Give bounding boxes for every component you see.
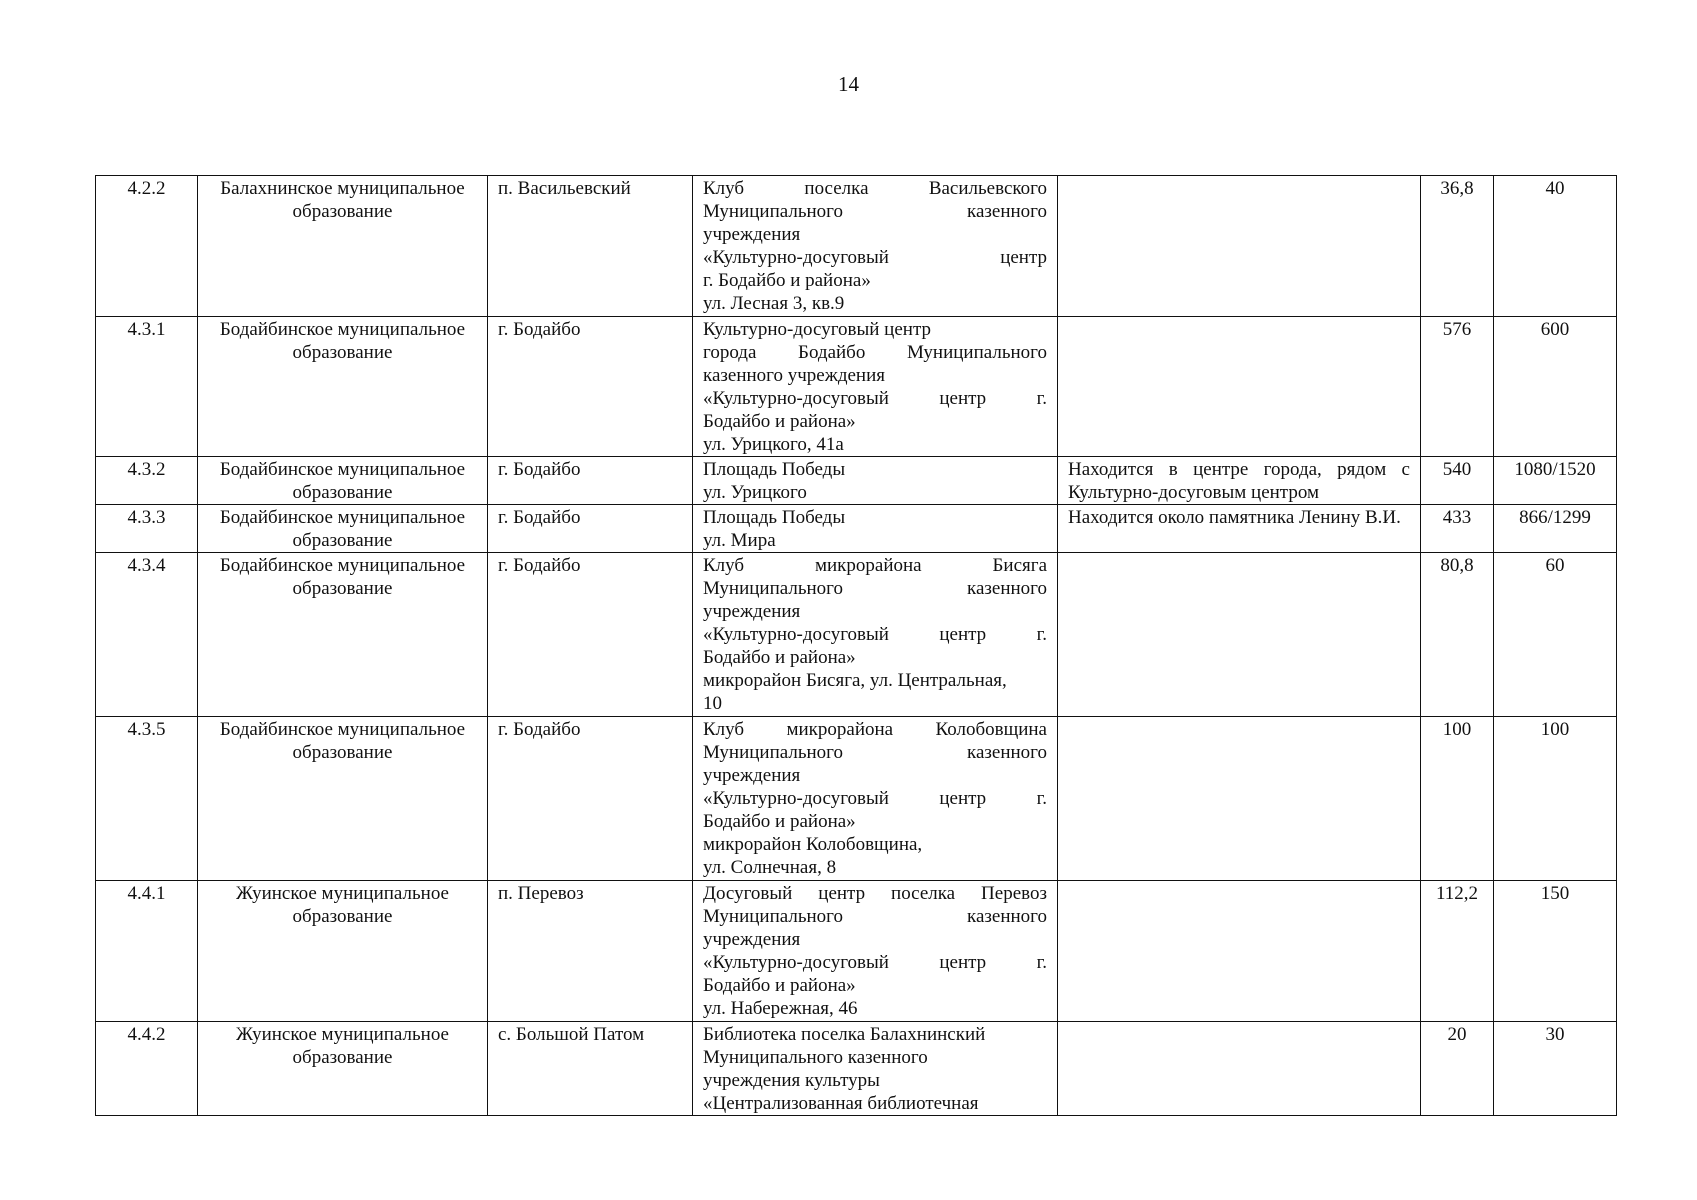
settlement-cell: г. Бодайбо [488, 717, 693, 881]
description-line: «Централизованная библиотечная [703, 1093, 979, 1114]
area-cell: 433 [1421, 505, 1494, 553]
settlement-cell: г. Бодайбо [488, 457, 693, 505]
venues-table [95, 175, 1617, 1116]
row-number-cell: 4.3.2 [96, 457, 198, 505]
description-line: Библиотека поселка Балахнинский [703, 1024, 986, 1045]
description-line: ул. Лесная 3, кв.9 [703, 293, 845, 314]
municipality-cell: Бодайбинское муниципальное образование [198, 553, 488, 717]
row-number-cell: 4.2.2 [96, 176, 198, 317]
row-number-cell: 4.3.5 [96, 717, 198, 881]
description-line: «Культурно-досуговый центр г. [703, 952, 1047, 973]
venue-description-cell [693, 176, 1058, 317]
location-note-cell [1058, 717, 1421, 881]
capacity-cell: 150 [1494, 881, 1617, 1022]
description-line: г. Бодайбо и района» [703, 270, 871, 291]
description-line: Муниципального казенного [703, 578, 1047, 599]
location-note-cell [1058, 553, 1421, 717]
municipality-cell: Бодайбинское муниципальное образование [198, 717, 488, 881]
description-line: города Бодайбо Муниципального [703, 342, 1047, 363]
venue-description-cell [693, 457, 1058, 505]
description-line: учреждения культуры [703, 1070, 880, 1091]
area-cell: 576 [1421, 317, 1494, 457]
capacity-cell: 30 [1494, 1022, 1617, 1116]
table-row [96, 176, 1617, 317]
table-row [96, 881, 1617, 1022]
settlement-cell: г. Бодайбо [488, 317, 693, 457]
description-line: Бодайбо и района» [703, 411, 856, 432]
description-line: Клуб поселка Васильевского [703, 178, 1047, 199]
description-line: микрорайон Бисяга, ул. Центральная, [703, 670, 1007, 691]
row-number-cell: 4.3.1 [96, 317, 198, 457]
capacity-cell: 866/1299 [1494, 505, 1617, 553]
description-line: ул. Урицкого [703, 482, 807, 503]
description-line: Бодайбо и района» [703, 647, 856, 668]
venue-description-cell [693, 881, 1058, 1022]
settlement-cell: п. Васильевский [488, 176, 693, 317]
area-cell: 80,8 [1421, 553, 1494, 717]
venue-description-cell [693, 317, 1058, 457]
capacity-cell: 1080/1520 [1494, 457, 1617, 505]
capacity-cell: 100 [1494, 717, 1617, 881]
venue-description-cell [693, 505, 1058, 553]
row-number-cell: 4.3.4 [96, 553, 198, 717]
description-line: Бодайбо и района» [703, 811, 856, 832]
row-number-cell: 4.4.1 [96, 881, 198, 1022]
description-line: Клуб микрорайона Бисяга [703, 555, 1047, 576]
table-row [96, 1022, 1617, 1116]
table-row [96, 317, 1617, 457]
municipality-cell: Бодайбинское муниципальное образование [198, 457, 488, 505]
table-row [96, 505, 1617, 553]
capacity-cell: 40 [1494, 176, 1617, 317]
area-cell: 20 [1421, 1022, 1494, 1116]
description-line: «Культурно-досуговый центр г. [703, 624, 1047, 645]
area-cell: 36,8 [1421, 176, 1494, 317]
description-line: ул. Урицкого, 41а [703, 434, 844, 455]
venue-description-cell [693, 553, 1058, 717]
municipality-cell: Бодайбинское муниципальное образование [198, 505, 488, 553]
location-note-cell [1058, 881, 1421, 1022]
description-line: 10 [703, 693, 722, 714]
table-row [96, 553, 1617, 717]
description-line: Площадь Победы [703, 507, 846, 528]
capacity-cell: 600 [1494, 317, 1617, 457]
location-note-cell: Находится в центре города, рядом с Культурно-досуговым центром [1058, 457, 1421, 505]
area-cell: 100 [1421, 717, 1494, 881]
area-cell: 112,2 [1421, 881, 1494, 1022]
description-line: ул. Мира [703, 530, 776, 551]
municipality-cell: Жуинское муниципальное образование [198, 1022, 488, 1116]
description-line: микрорайон Колобовщина, [703, 834, 923, 855]
area-cell: 540 [1421, 457, 1494, 505]
description-line: учреждения [703, 601, 801, 622]
capacity-cell: 60 [1494, 553, 1617, 717]
venue-description-cell [693, 717, 1058, 881]
description-line: учреждения [703, 224, 801, 245]
table-row [96, 457, 1617, 505]
settlement-cell: п. Перевоз [488, 881, 693, 1022]
location-note-cell [1058, 317, 1421, 457]
location-note-cell [1058, 176, 1421, 317]
description-line: казенного учреждения [703, 365, 886, 386]
settlement-cell: г. Бодайбо [488, 553, 693, 717]
municipality-cell: Бодайбинское муниципальное образование [198, 317, 488, 457]
page-number: 14 [838, 72, 859, 96]
settlement-cell: с. Большой Патом [488, 1022, 693, 1116]
description-line: Муниципального казенного [703, 1047, 928, 1068]
description-line: «Культурно-досуговый центр г. [703, 788, 1047, 809]
description-line: Бодайбо и района» [703, 975, 856, 996]
description-line: Досуговый центр поселка Перевоз [703, 883, 1047, 904]
location-note-cell: Находится около памятника Ленину В.И. [1058, 505, 1421, 553]
description-line: Площадь Победы [703, 459, 846, 480]
table-row [96, 717, 1617, 881]
description-line: «Культурно-досуговый центр [703, 247, 1047, 268]
description-line: ул. Солнечная, 8 [703, 857, 837, 878]
location-note-cell [1058, 1022, 1421, 1116]
venue-description-cell [693, 1022, 1058, 1116]
description-line: учреждения [703, 929, 801, 950]
row-number-cell: 4.3.3 [96, 505, 198, 553]
row-number-cell: 4.4.2 [96, 1022, 198, 1116]
description-line: Клуб микрорайона Колобовщина [703, 719, 1047, 740]
description-line: ул. Набережная, 46 [703, 998, 858, 1019]
municipality-cell: Балахнинское муниципальное образование [198, 176, 488, 317]
description-line: «Культурно-досуговый центр г. [703, 388, 1047, 409]
settlement-cell: г. Бодайбо [488, 505, 693, 553]
municipality-cell: Жуинское муниципальное образование [198, 881, 488, 1022]
description-line: Муниципального казенного [703, 201, 1047, 222]
description-line: Муниципального казенного [703, 906, 1047, 927]
description-line: Культурно-досуговый центр [703, 319, 931, 340]
description-line: учреждения [703, 765, 801, 786]
description-line: Муниципального казенного [703, 742, 1047, 763]
